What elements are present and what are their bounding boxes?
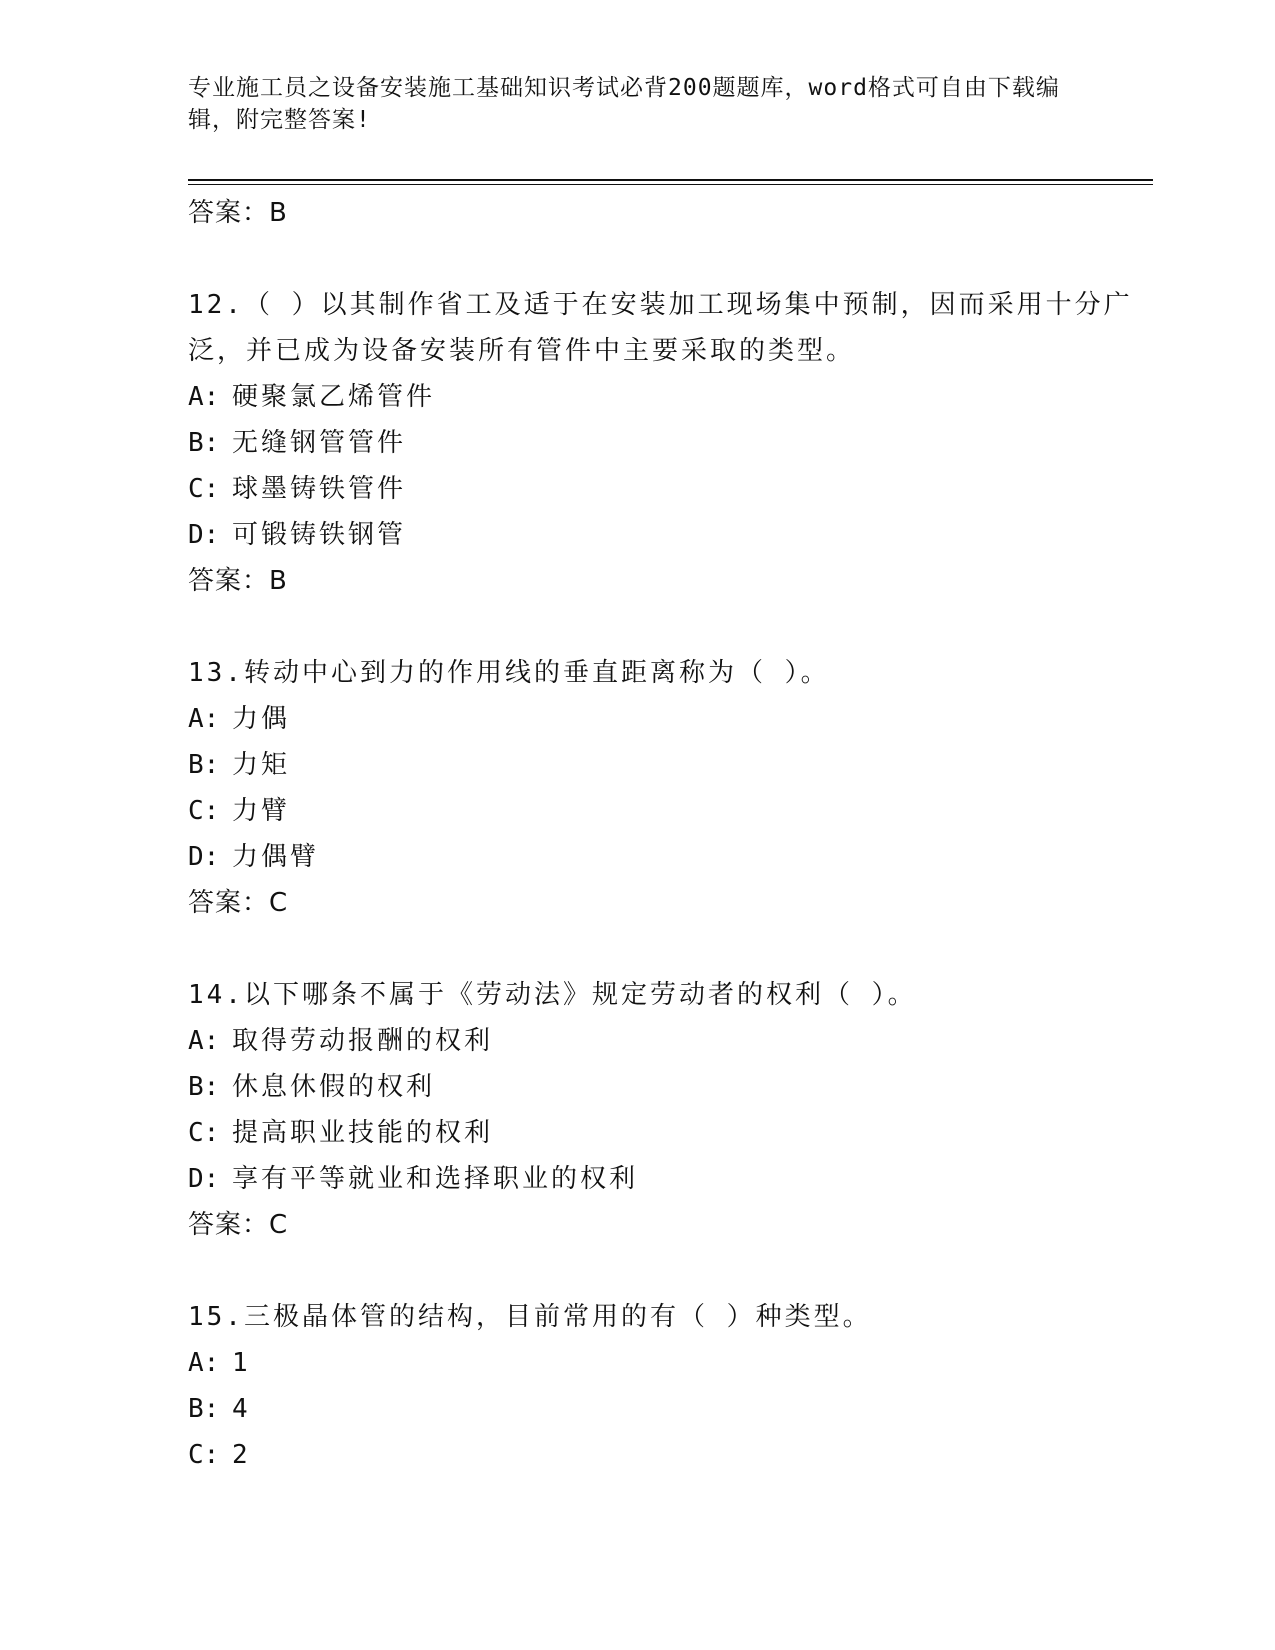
- option-key: C:: [188, 1440, 220, 1470]
- question-text: 13.转动中心到力的作用线的垂直距离称为（ ）。: [188, 658, 830, 688]
- option-key: D:: [188, 842, 220, 872]
- option-text: 享有平等就业和选择职业的权利: [232, 1164, 639, 1194]
- option-b: [188, 1064, 1153, 1110]
- question-15: [188, 1294, 1153, 1478]
- option-text: 力矩: [232, 750, 291, 780]
- option-key: D:: [188, 1164, 220, 1194]
- option-key: A:: [188, 1026, 220, 1056]
- header-text: 专业施工员之设备安装施工基础知识考试必背200题题库，word格式可自由下载编辑，附完整答案!: [188, 75, 1060, 133]
- option-text: 2: [232, 1440, 251, 1470]
- question-13: [188, 650, 1153, 926]
- answer: 答案：B: [188, 566, 288, 596]
- option-key: A:: [188, 1348, 220, 1378]
- option-key: B:: [188, 750, 220, 780]
- option-key: C:: [188, 796, 220, 826]
- answer: 答案：C: [188, 1210, 289, 1240]
- option-key: A:: [188, 704, 220, 734]
- option-text: 提高职业技能的权利: [232, 1118, 494, 1148]
- option-d: [188, 1156, 1153, 1202]
- option-a: [188, 1340, 1153, 1386]
- option-key: B:: [188, 1072, 220, 1102]
- option-c: [188, 788, 1153, 834]
- option-key: D:: [188, 520, 220, 550]
- question-list: [188, 190, 1153, 1478]
- option-text: 力偶: [232, 704, 291, 734]
- document-header: [188, 72, 1088, 136]
- answer: 答案：C: [188, 888, 289, 918]
- option-text: 4: [232, 1394, 251, 1424]
- option-b: [188, 420, 1153, 466]
- option-a: [188, 1018, 1153, 1064]
- question-14: [188, 972, 1153, 1248]
- option-c: [188, 1432, 1153, 1478]
- option-d: [188, 834, 1153, 880]
- option-key: B:: [188, 1394, 220, 1424]
- option-text: 硬聚氯乙烯管件: [232, 382, 436, 412]
- option-b: [188, 1386, 1153, 1432]
- option-text: 取得劳动报酬的权利: [232, 1026, 494, 1056]
- option-d: [188, 512, 1153, 558]
- option-key: B:: [188, 428, 220, 458]
- option-text: 可锻铸铁钢管: [232, 520, 407, 550]
- option-text: 1: [232, 1348, 251, 1378]
- option-key: A:: [188, 382, 220, 412]
- question-text: 15.三极晶体管的结构，目前常用的有（ ）种类型。: [188, 1302, 872, 1332]
- option-a: [188, 374, 1153, 420]
- option-b: [188, 742, 1153, 788]
- header-divider-thin: [188, 184, 1153, 185]
- option-key: C:: [188, 1118, 220, 1148]
- previous-answer: 答案：B: [188, 198, 288, 228]
- option-a: [188, 696, 1153, 742]
- option-text: 球墨铸铁管件: [232, 474, 407, 504]
- question-12: [188, 282, 1153, 604]
- option-text: 力臂: [232, 796, 291, 826]
- question-text: 12.（ ）以其制作省工及适于在安装加工现场集中预制，因而采用十分广泛，并已成为设备安装所有管件中主要采取的类型。: [188, 290, 1133, 366]
- option-text: 休息休假的权利: [232, 1072, 436, 1102]
- option-text: 力偶臂: [232, 842, 320, 872]
- option-key: C:: [188, 474, 220, 504]
- option-text: 无缝钢管管件: [232, 428, 407, 458]
- option-c: [188, 466, 1153, 512]
- header-divider-thick: [188, 179, 1153, 181]
- option-c: [188, 1110, 1153, 1156]
- question-text: 14.以下哪条不属于《劳动法》规定劳动者的权利（ ）。: [188, 980, 917, 1010]
